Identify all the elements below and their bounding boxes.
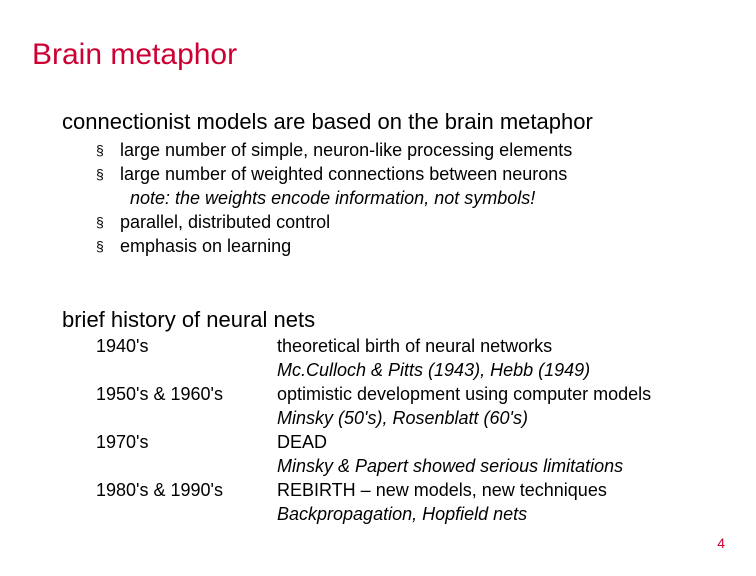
history-detail: Minsky (50's), Rosenblatt (60's) (277, 408, 528, 428)
bullet-marker: § (96, 142, 104, 158)
history-description: REBIRTH – new models, new techniques (277, 480, 607, 500)
section-heading-brain-metaphor: connectionist models are based on the brain metaphor (62, 109, 593, 134)
history-table (96, 334, 651, 526)
bullet-text: large number of weighted connections between neurons (120, 164, 568, 184)
bullet-note: note: the weights encode information, not symbols! (130, 188, 536, 208)
history-era: 1970's (96, 432, 149, 452)
history-row (96, 430, 651, 478)
page-number: 4 (717, 535, 725, 551)
history-era: 1980's & 1990's (96, 480, 223, 500)
history-row (96, 334, 651, 382)
history-detail: Minsky & Papert showed serious limitations (277, 456, 624, 476)
history-detail: Mc.Culloch & Pitts (1943), Hebb (1949) (277, 360, 591, 380)
history-era: 1950's & 1960's (96, 384, 223, 404)
history-description-block (277, 478, 607, 526)
history-description-block (277, 382, 651, 430)
bullet-marker: § (96, 238, 104, 254)
history-era: 1940's (96, 336, 149, 356)
history-description-block (277, 334, 590, 382)
history-row (96, 478, 651, 526)
history-description: optimistic development using computer models (277, 384, 652, 404)
section-heading-history: brief history of neural nets (62, 307, 316, 332)
bullet-list (96, 138, 572, 258)
history-detail: Backpropagation, Hopfield nets (277, 504, 528, 524)
bullet-item (96, 162, 572, 210)
history-description-block (277, 430, 623, 478)
history-row (96, 382, 651, 430)
bullet-marker: § (96, 214, 104, 230)
bullet-text: large number of simple, neuron-like processing elements (120, 140, 573, 160)
bullet-item (96, 138, 572, 162)
bullet-item (96, 234, 572, 258)
bullet-text: emphasis on learning (120, 236, 292, 256)
slide-title: Brain metaphor (32, 38, 238, 71)
bullet-marker: § (96, 166, 104, 182)
history-description: theoretical birth of neural networks (277, 336, 553, 356)
history-description: DEAD (277, 432, 328, 452)
bullet-text: parallel, distributed control (120, 212, 331, 232)
bullet-item (96, 210, 572, 234)
